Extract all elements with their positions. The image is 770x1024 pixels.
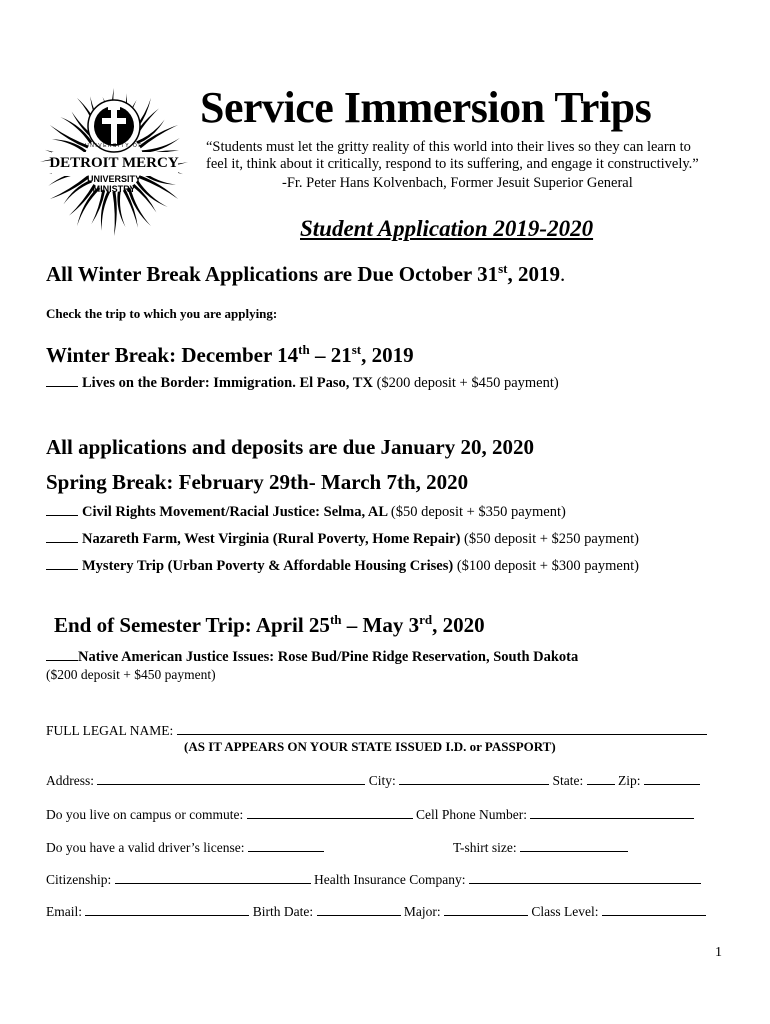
checkbox-blank[interactable] bbox=[46, 503, 78, 516]
address-row: Address: City: State: Zip: bbox=[46, 772, 700, 789]
full-name-row: FULL LEGAL NAME: bbox=[46, 722, 707, 739]
page-number: 1 bbox=[715, 945, 722, 960]
state-field[interactable] bbox=[587, 772, 615, 785]
quote-attribution: -Fr. Peter Hans Kolvenbach, Former Jesuit Superior General bbox=[282, 175, 633, 191]
semester-trip-cost: ($200 deposit + $450 payment) bbox=[46, 667, 216, 682]
tshirt-field[interactable] bbox=[520, 839, 628, 852]
campus-field[interactable] bbox=[247, 806, 413, 819]
application-subtitle: Student Application 2019-2020 bbox=[300, 216, 594, 241]
sun-ray bbox=[113, 192, 117, 236]
email-row: Email: Birth Date: Major: Class Level: bbox=[46, 903, 706, 920]
trip-option-native-american[interactable]: Native American Justice Issues: Rose Bud/Pine Ridge Reservation, South Dakota bbox=[46, 648, 578, 666]
sun-ray bbox=[139, 125, 178, 148]
id-note: (AS IT APPEARS ON YOUR STATE ISSUED I.D. or PASSPORT) bbox=[184, 739, 556, 754]
address-field[interactable] bbox=[97, 772, 365, 785]
email-field[interactable] bbox=[85, 903, 249, 916]
svg-text:MINISTRY: MINISTRY bbox=[92, 184, 136, 194]
university-ministry-logo bbox=[34, 82, 194, 242]
sunburst-logo-icon bbox=[34, 82, 194, 242]
semester-trip-heading: End of Semester Trip: April 25th – May 3rd, 2020 bbox=[54, 612, 485, 637]
tshirt-row: T-shirt size: bbox=[453, 839, 628, 856]
campus-row: Do you live on campus or commute: Cell Phone Number: bbox=[46, 806, 694, 823]
trip-option-selma[interactable]: Civil Rights Movement/Racial Justice: Selma, AL ($50 deposit + $350 payment) bbox=[46, 503, 566, 521]
checkbox-blank[interactable] bbox=[46, 530, 78, 543]
birth-date-field[interactable] bbox=[317, 903, 401, 916]
checkbox-blank[interactable] bbox=[46, 557, 78, 570]
svg-text:UNIVERSITY: UNIVERSITY bbox=[86, 174, 142, 184]
checkbox-blank[interactable] bbox=[46, 374, 78, 387]
zip-field[interactable] bbox=[644, 772, 700, 785]
license-field[interactable] bbox=[248, 839, 324, 852]
page-title: Service Immersion Trips bbox=[200, 83, 652, 132]
trip-option-nazareth-farm[interactable]: Nazareth Farm, West Virginia (Rural Poverty, Home Repair) ($50 deposit + $250 payment) bbox=[46, 530, 639, 548]
checkbox-blank[interactable] bbox=[46, 648, 78, 661]
insurance-field[interactable] bbox=[469, 871, 701, 884]
sun-ray bbox=[117, 191, 125, 227]
citizenship-row: Citizenship: Health Insurance Company: bbox=[46, 871, 701, 888]
full-name-field[interactable] bbox=[177, 722, 707, 735]
sun-ray bbox=[50, 176, 89, 199]
quote-line-2: feel it, think about it critically, respond to its suffering, and engage it constructively.” bbox=[206, 156, 699, 172]
spring-deadline-heading: All applications and deposits are due January 20, 2020 bbox=[46, 435, 534, 459]
major-field[interactable] bbox=[444, 903, 528, 916]
city-field[interactable] bbox=[399, 772, 549, 785]
winter-break-heading: Winter Break: December 14th – 21st, 2019 bbox=[46, 342, 414, 367]
trip-option-mystery[interactable]: Mystery Trip (Urban Poverty & Affordable Housing Crises) ($100 deposit + $300 payment) bbox=[46, 557, 639, 575]
class-level-field[interactable] bbox=[602, 903, 706, 916]
spring-break-heading: Spring Break: February 29th- March 7th, 2020 bbox=[46, 470, 469, 494]
check-instruction: Check the trip to which you are applying: bbox=[46, 306, 278, 321]
svg-text:DETROIT MERCY: DETROIT MERCY bbox=[49, 155, 179, 171]
winter-deadline-heading: All Winter Break Applications are Due October 31st, 2019. bbox=[46, 261, 566, 286]
trip-option-el-paso[interactable]: Lives on the Border: Immigration. El Paso, TX ($200 deposit + $450 payment) bbox=[46, 374, 559, 392]
cell-phone-field[interactable] bbox=[530, 806, 694, 819]
quote-line-1: “Students must let the gritty reality of this world into their lives so they can learn to bbox=[206, 139, 691, 155]
license-row: Do you have a valid driver’s license: bbox=[46, 839, 324, 856]
svg-text:UNIVERSITY OF: UNIVERSITY OF bbox=[85, 143, 143, 149]
citizenship-field[interactable] bbox=[115, 871, 311, 884]
sun-ray bbox=[52, 139, 86, 153]
